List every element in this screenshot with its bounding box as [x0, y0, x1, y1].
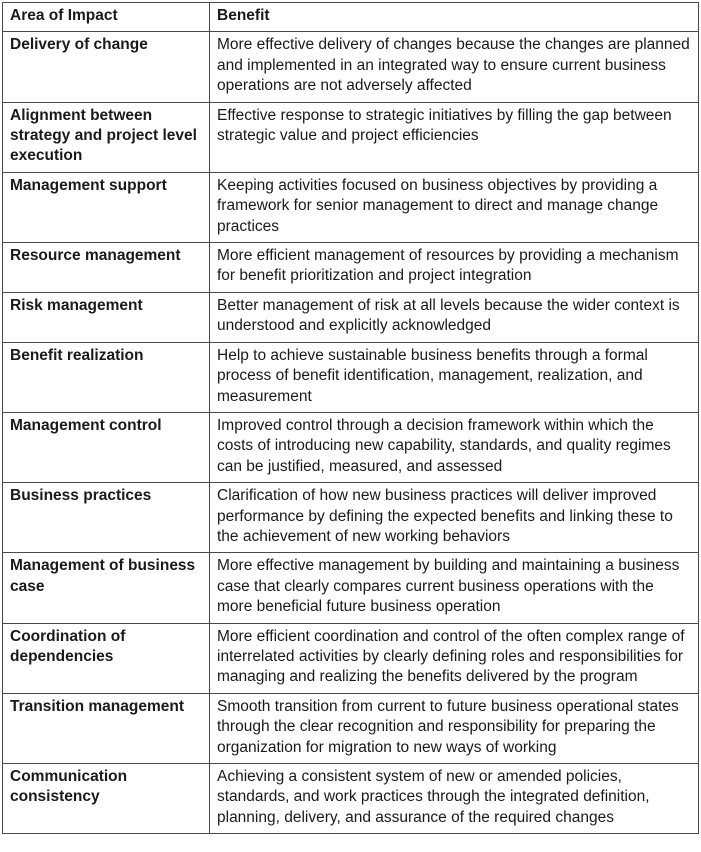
table-row — [3, 342, 699, 412]
table-header-row — [3, 3, 699, 32]
benefit-cell: Achieving a consistent system of new or amended policies, standards, and work practices through the integrated definition, planning, delivery, and assurance of the required changes — [210, 764, 699, 834]
table-row — [3, 764, 699, 834]
benefit-cell: Keeping activities focused on business objectives by providing a framework for senior management to direct and manage change practices — [210, 172, 699, 242]
benefit-cell: More efficient management of resources by providing a mechanism for benefit prioritization and project integration — [210, 243, 699, 293]
area-cell: Alignment between strategy and project level execution — [3, 102, 210, 172]
benefit-cell: Improved control through a decision framework within which the costs of introducing new capability, standards, and quality regimes can be justified, measured, and assessed — [210, 412, 699, 482]
area-cell: Communication consistency — [3, 764, 210, 834]
column-header-area: Area of Impact — [3, 3, 210, 32]
table-row — [3, 553, 699, 623]
area-cell: Resource management — [3, 243, 210, 293]
table-row — [3, 32, 699, 102]
benefit-cell: More effective delivery of changes because the changes are planned and implemented in an integrated way to ensure current business operations are not adversely affected — [210, 32, 699, 102]
benefit-cell: More efficient coordination and control of the often complex range of interrelated activities by clearly defining roles and responsibilities for managing and realizing the benefits delivered by the program — [210, 623, 699, 693]
benefit-cell: Smooth transition from current to future business operational states through the clear recognition and responsibility for preparing the organization for migration to new ways of working — [210, 693, 699, 763]
impact-benefit-table — [2, 2, 699, 834]
area-cell: Delivery of change — [3, 32, 210, 102]
table-row — [3, 483, 699, 553]
benefit-cell: Clarification of how new business practices will deliver improved performance by defining the expected benefits and linking these to the achievement of new working behaviors — [210, 483, 699, 553]
table-row — [3, 292, 699, 342]
benefit-cell: More effective management by building and maintaining a business case that clearly compares current business operations with the more beneficial future business operation — [210, 553, 699, 623]
area-cell: Transition management — [3, 693, 210, 763]
table-row — [3, 623, 699, 693]
benefit-cell: Help to achieve sustainable business benefits through a formal process of benefit identification, management, realization, and measurement — [210, 342, 699, 412]
table-row — [3, 102, 699, 172]
area-cell: Risk management — [3, 292, 210, 342]
table-row — [3, 243, 699, 293]
area-cell: Business practices — [3, 483, 210, 553]
area-cell: Management of business case — [3, 553, 210, 623]
area-cell: Coordination of dependencies — [3, 623, 210, 693]
area-cell: Management support — [3, 172, 210, 242]
area-cell: Benefit realization — [3, 342, 210, 412]
area-cell: Management control — [3, 412, 210, 482]
benefit-cell: Better management of risk at all levels because the wider context is understood and explicitly acknowledged — [210, 292, 699, 342]
table-row — [3, 693, 699, 763]
benefit-cell: Effective response to strategic initiatives by filling the gap between strategic value and project efficiencies — [210, 102, 699, 172]
column-header-benefit: Benefit — [210, 3, 699, 32]
table-row — [3, 172, 699, 242]
table-row — [3, 412, 699, 482]
